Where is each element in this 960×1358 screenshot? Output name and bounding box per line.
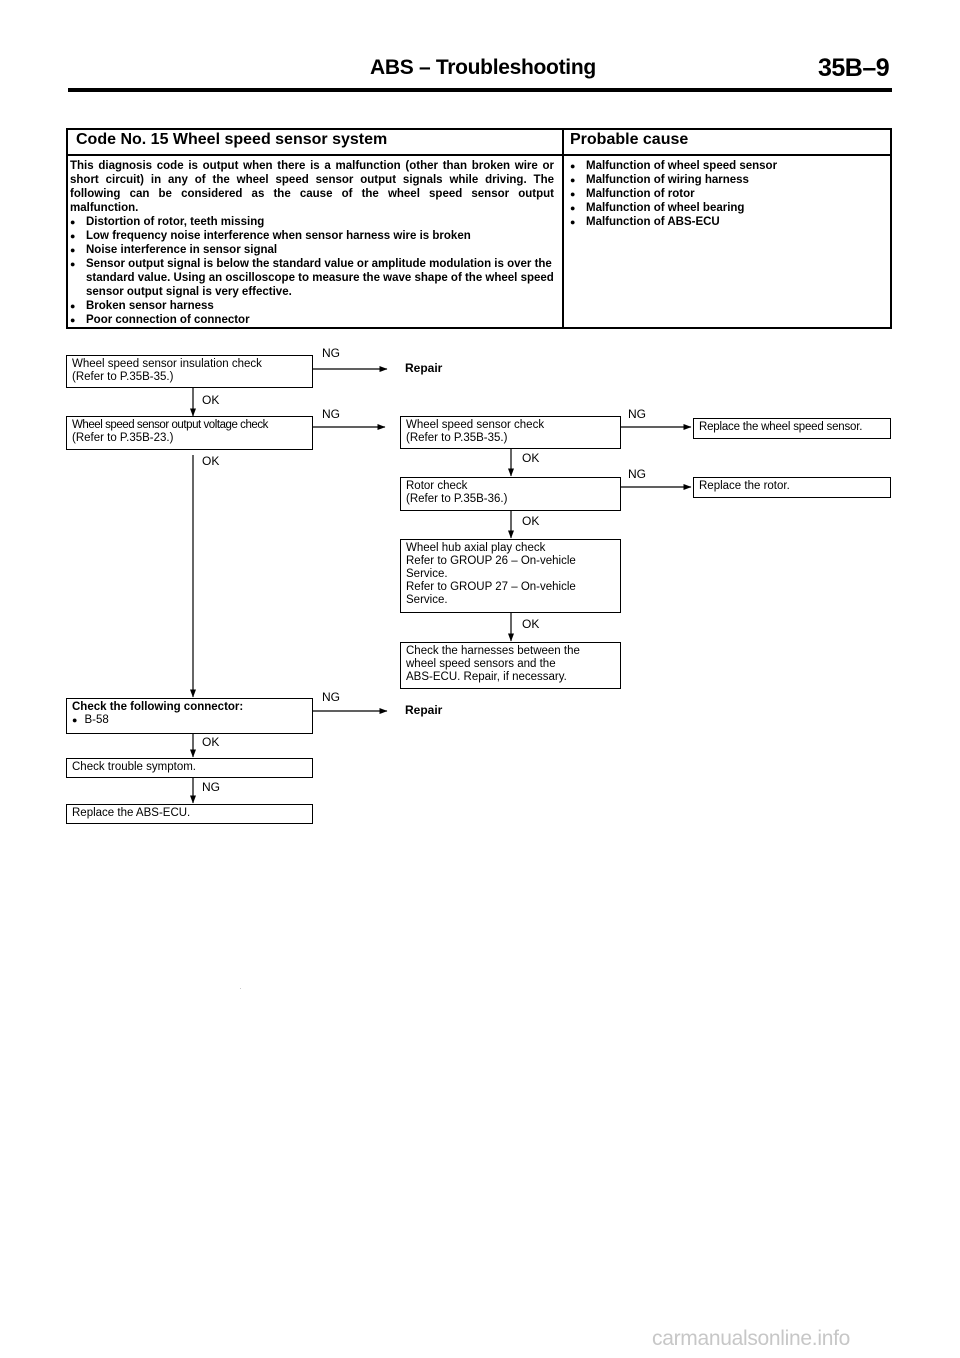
trouble-symptom-box: Check trouble symptom. (66, 758, 313, 778)
harness-check-box: Check the harnesses between the wheel speed sensors and the ABS-ECU. Repair, if necessary. (400, 642, 621, 689)
repair-label: Repair (405, 703, 443, 717)
description-bullet: ● Noise interference in sensor signal (70, 243, 554, 257)
bullet-icon: ● (72, 715, 78, 725)
ng-label: NG (202, 780, 220, 794)
cause-item: ● Malfunction of wiring harness (570, 173, 886, 187)
insulation-check-box: Wheel speed sensor insulation check (Refer to P.35B-35.) (66, 355, 313, 388)
sensor-check-box: Wheel speed sensor check (Refer to P.35B-35.) (400, 416, 621, 449)
ok-label: OK (202, 393, 220, 407)
scan-speck (240, 988, 241, 989)
ng-label: NG (628, 407, 646, 421)
description-bullet: ● Broken sensor harness (70, 299, 554, 313)
ng-label: NG (628, 467, 646, 481)
voltage-check-box: Wheel speed sensor output voltage check (Refer to P.35B-23.) (66, 416, 313, 450)
cause-item: ● Malfunction of wheel speed sensor (570, 159, 886, 173)
ng-label: NG (322, 407, 340, 421)
description-bullet: ● Poor connection of connector (70, 313, 554, 327)
cause-item: ● Malfunction of ABS-ECU (570, 215, 886, 229)
repair-label: Repair (405, 361, 443, 375)
code-heading: Code No. 15 Wheel speed sensor system (76, 131, 388, 148)
replace-sensor-box: Replace the wheel speed sensor. (693, 418, 891, 439)
footer-watermark: carmanualsonline.info (652, 1327, 850, 1350)
hub-axial-play-box: Wheel hub axial play check Refer to GROUP 26 – On-vehicle Service. Refer to GROUP 27 – On-vehicle Service. (400, 539, 621, 613)
replace-rotor-box: Replace the rotor. (693, 477, 891, 498)
cause-item: ● Malfunction of wheel bearing (570, 201, 886, 215)
probable-cause-heading: Probable cause (570, 131, 689, 148)
page-number: 35B–9 (818, 54, 890, 82)
ok-label: OK (522, 514, 540, 528)
cause-item: ● Malfunction of rotor (570, 187, 886, 201)
replace-ecu-box: Replace the ABS-ECU. (66, 804, 313, 824)
ok-label: OK (202, 454, 220, 468)
ok-label: OK (522, 617, 540, 631)
description-bullet: ● Sensor output signal is below the standard value or amplitude modulation is over the standard value. Using an oscilloscope to measure the wave shape of the wheel speed sensor output signal is very effective. (70, 257, 554, 299)
description-bullet: ● Low frequency noise interference when sensor harness wire is broken (70, 229, 554, 243)
ok-label: OK (202, 735, 220, 749)
description-text: This diagnosis code is output when there is a malfunction (other than broken wire or short circuit) in any of the wheel speed sensor output signals while driving. The following can be considered as the cause of the wheel speed sensor output malfunction. (70, 160, 554, 214)
description-bullet: ● Distortion of rotor, teeth missing (70, 215, 554, 229)
page-title: ABS – Troubleshooting (370, 56, 596, 79)
ok-label: OK (522, 451, 540, 465)
connector-check-box: Check the following connector: ● B-58 (66, 698, 313, 734)
ng-label: NG (322, 690, 340, 704)
ng-label: NG (322, 346, 340, 360)
rotor-check-box: Rotor check (Refer to P.35B-36.) (400, 477, 621, 511)
